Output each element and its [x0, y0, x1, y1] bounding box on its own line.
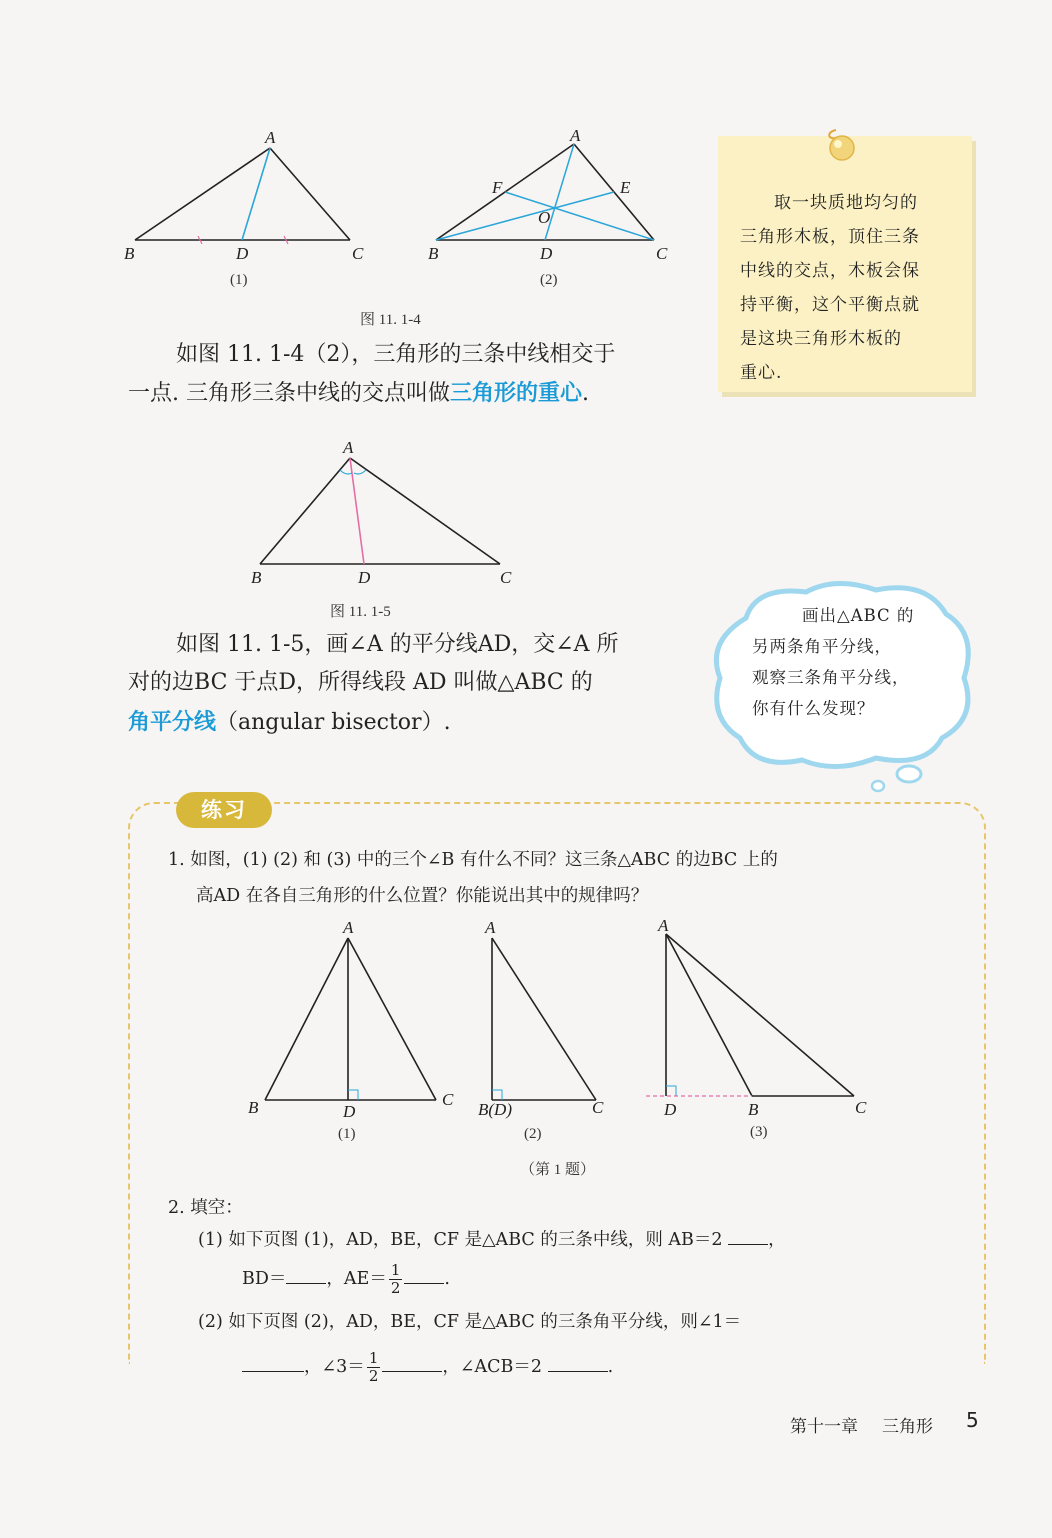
q1-t2-label-bd: B(D): [478, 1100, 512, 1119]
sticky-note-text: [740, 186, 962, 390]
fig2-label-a: A: [343, 438, 354, 457]
paragraph-centroid-line2: [128, 374, 589, 413]
cloud-line-2: 另两条角平分线，: [752, 637, 892, 656]
fraction-numerator: 1: [368, 1349, 379, 1367]
q1-line2: 高AD 在各自三角形的什么位置？你能说出其中的规律吗？: [196, 886, 649, 906]
note-line-6: 重心.: [740, 363, 783, 383]
q2-1-line1: [198, 1224, 786, 1256]
fig1-2-label-f: F: [492, 178, 503, 197]
fig1-2-caption: (2): [540, 272, 558, 288]
q1-t3-label-c: C: [855, 1098, 867, 1117]
figure-11-1-5-caption: 图 11. 1-5: [330, 604, 391, 620]
figure-11-1-4-caption: 图 11. 1-4: [360, 312, 421, 328]
paragraph-bisector-line2: 对的边BC 于点D，所得线段 AD 叫做△ABC 的: [128, 670, 593, 695]
q2-2-line1: (2) 如下页图 (2)，AD，BE，CF 是△ABC 的三条角平分线，则∠1＝: [198, 1312, 742, 1332]
q1-t3-label-d: D: [664, 1100, 677, 1119]
q2-1-comma: ，: [768, 1230, 786, 1250]
q2-2-angle3-label: ，∠3＝: [304, 1357, 365, 1377]
blank-q2-1-bd[interactable]: [286, 1267, 326, 1284]
fig1-2-label-o: O: [538, 208, 551, 227]
blank-q2-2-angle1[interactable]: [242, 1355, 304, 1372]
fig1-1-caption: (1): [230, 272, 248, 288]
fig1-2-label-d: D: [540, 244, 553, 263]
q2-1-bd-label: BD＝: [242, 1269, 287, 1289]
practice-tag: 练习: [176, 792, 272, 828]
blank-q2-1-ae[interactable]: [404, 1267, 444, 1284]
cloud-line-1: 画出△ABC 的: [802, 606, 915, 625]
fraction-denominator: 2: [390, 1279, 401, 1297]
term-centroid: 三角形的重心: [450, 380, 583, 406]
page-number: 5: [966, 1408, 979, 1432]
q2-1-end: .: [444, 1269, 450, 1289]
paragraph-centroid-text: 一点. 三角形三条中线的交点叫做: [128, 381, 450, 406]
fig1-1-label-c: C: [352, 244, 364, 263]
note-line-1: 取一块质地均匀的: [774, 193, 918, 213]
paragraph-bisector-end: （angular bisector）.: [216, 710, 451, 735]
blank-q2-2-acb[interactable]: [548, 1355, 608, 1372]
q1-t3-caption: (3): [750, 1124, 768, 1140]
fig1-1-label-a: A: [265, 128, 276, 147]
q1-t2-label-c: C: [592, 1098, 604, 1117]
paragraph-bisector-line3: [128, 703, 451, 742]
fig2-label-b: B: [251, 568, 262, 587]
fig1-1-label-b: B: [124, 244, 135, 263]
figure-11-1-4: [110, 120, 710, 300]
q1-t1-caption: (1): [338, 1126, 356, 1142]
fraction-denominator: 2: [368, 1367, 379, 1385]
q2-1-ae-label: ，AE＝: [326, 1269, 387, 1289]
term-angle-bisector: 角平分线: [128, 709, 217, 735]
q2-1-line2: [242, 1262, 450, 1297]
fig1-2-label-a: A: [570, 126, 581, 145]
note-line-4: 持平衡，这个平衡点就: [740, 295, 920, 315]
q2-1-text: (1) 如下页图 (1)，AD，BE，CF 是△ABC 的三条中线，则 AB＝2: [198, 1230, 723, 1250]
fig2-label-c: C: [500, 568, 512, 587]
q1-t1-label-d: D: [343, 1102, 356, 1121]
fig1-2-label-b: B: [428, 244, 439, 263]
q2-2-line2: [242, 1350, 613, 1385]
q2-2-acb-label: ，∠ACB＝2: [442, 1357, 543, 1377]
note-line-3: 中线的交点，木板会保: [740, 261, 920, 281]
fig1-2-label-c: C: [656, 244, 668, 263]
q2-title: 2. 填空：: [168, 1198, 243, 1218]
blank-q2-1-ab[interactable]: [728, 1228, 768, 1245]
cloud-line-3: 观察三条角平分线，: [752, 668, 910, 687]
q1-t3-label-a: A: [658, 916, 669, 935]
q1-figure: [240, 920, 880, 1120]
fraction-half-2: [367, 1350, 381, 1385]
note-line-5: 是这块三角形木板的: [740, 329, 902, 349]
paragraph-centroid-line1: 如图 11. 1-4（2），三角形的三条中线相交于: [176, 342, 616, 367]
cloud-line-4: 你有什么发现？: [752, 699, 875, 718]
fig1-2-label-e: E: [620, 178, 631, 197]
note-line-2: 三角形木板，顶住三条: [740, 227, 920, 247]
cloud-text: [752, 600, 952, 724]
fraction-half-1: [389, 1262, 403, 1297]
paragraph-centroid-end: .: [582, 381, 590, 406]
q1-t2-label-a: A: [485, 918, 496, 937]
footer-title: 三角形: [882, 1417, 933, 1437]
q1-t1-label-b: B: [248, 1098, 259, 1117]
fig2-label-d: D: [358, 568, 371, 587]
pushpin-icon: [822, 126, 858, 162]
q1-t1-label-c: C: [442, 1090, 454, 1109]
footer-chapter: 第十一章: [790, 1417, 858, 1437]
q1-t2-caption: (2): [524, 1126, 542, 1142]
fraction-numerator: 1: [390, 1261, 401, 1279]
q1-t1-label-a: A: [343, 918, 354, 937]
q1-line1: 1. 如图，(1) (2) 和 (3) 中的三个∠B 有什么不同？这三条△ABC 的边BC 上的: [168, 850, 778, 870]
q1-t3-label-b: B: [748, 1100, 759, 1119]
paragraph-bisector-line1: 如图 11. 1-5，画∠A 的平分线AD，交∠A 所: [176, 632, 619, 657]
sticky-note: [718, 136, 972, 392]
q2-2-end: .: [607, 1357, 614, 1377]
q1-figure-caption: （第 1 题）: [520, 1162, 596, 1178]
figure-11-1-5: [240, 440, 530, 580]
blank-q2-2-angle3[interactable]: [382, 1355, 442, 1372]
fig1-1-label-d: D: [236, 244, 249, 263]
